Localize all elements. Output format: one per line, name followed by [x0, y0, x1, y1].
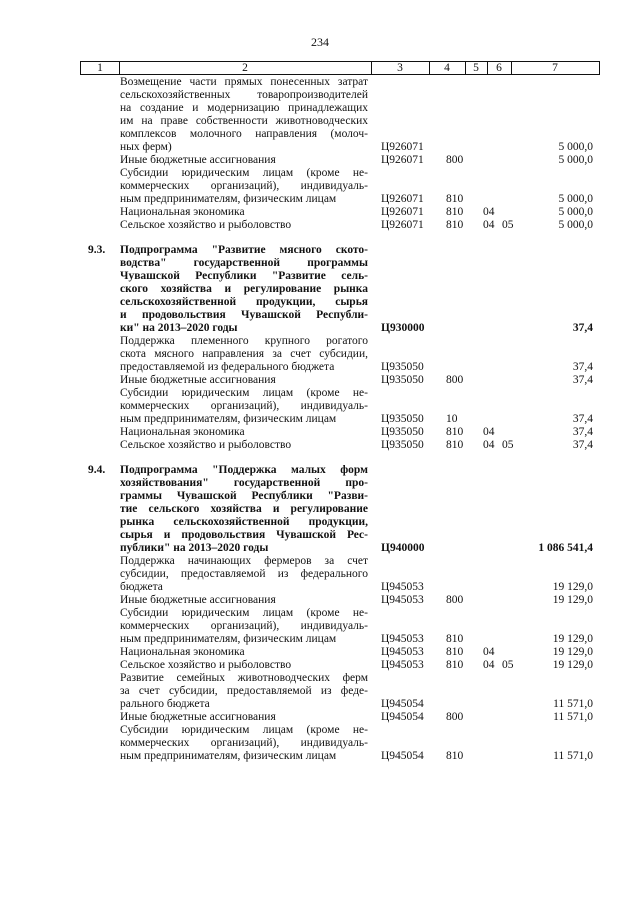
description-line: рального бюджета — [120, 698, 210, 710]
row-description — [120, 594, 368, 607]
description-line: Сельское хозяйство и рыболовство — [120, 659, 292, 671]
description-line: ным предпринимателям, физическим лицам — [120, 750, 337, 762]
row-description — [120, 374, 368, 387]
expense-type: 810 — [446, 219, 464, 231]
row-description — [120, 335, 368, 374]
amount: 5 000,0 — [558, 206, 593, 218]
section-code: 04 — [483, 439, 495, 451]
expense-type: 810 — [446, 426, 464, 438]
description-line: им на праве собственности животноводческих — [120, 115, 368, 127]
description-line: субсидии, предоставляемой из федерального — [120, 568, 368, 580]
target-code: Ц935050 — [381, 426, 424, 438]
description-line: Национальная экономика — [120, 426, 245, 438]
description-line: ных ферм) — [120, 141, 172, 153]
header-col-3: 3 — [397, 62, 403, 74]
description-line: Иные бюджетные ассигнования — [120, 154, 276, 166]
amount: 5 000,0 — [558, 193, 593, 205]
description-line: тие сельского хозяйства и регулирование — [120, 503, 368, 515]
amount: 19 129,0 — [552, 646, 593, 658]
description-line: Иные бюджетные ассигнования — [120, 374, 276, 386]
description-line: Сельское хозяйство и рыболовство — [120, 439, 292, 451]
description-line: Подпрограмма "Развитие мясного ското- — [120, 244, 368, 256]
header-col-6: 6 — [496, 62, 502, 74]
target-code: Ц935050 — [381, 361, 424, 373]
description-line: Субсидии юридическим лицам (кроме не- — [120, 167, 368, 179]
subsection-code: 05 — [502, 439, 514, 451]
amount: 37,4 — [572, 361, 593, 373]
amount: 19 129,0 — [552, 633, 593, 645]
description-line: граммы Чувашской Республики "Разви- — [120, 490, 368, 502]
target-code: Ц945053 — [381, 633, 424, 645]
expense-type: 800 — [446, 594, 464, 606]
expense-type: 800 — [446, 374, 464, 386]
section-code: 04 — [483, 646, 495, 658]
section-row — [0, 244, 640, 335]
row-description — [120, 464, 368, 555]
description-line: Национальная экономика — [120, 646, 245, 658]
amount: 11 571,0 — [553, 698, 593, 710]
section-row — [0, 464, 640, 555]
description-line: Иные бюджетные ассигнования — [120, 711, 276, 723]
description-line: ным предпринимателям, физическим лицам — [120, 193, 337, 205]
page-number: 234 — [311, 35, 329, 49]
subsection-code: 05 — [502, 659, 514, 671]
row-description — [120, 555, 368, 594]
amount: 19 129,0 — [552, 659, 593, 671]
row-description — [120, 426, 368, 439]
target-code: Ц945054 — [381, 750, 424, 762]
row-description — [120, 672, 368, 711]
table-row — [0, 426, 640, 439]
target-code: Ц930000 — [381, 322, 425, 334]
section-number: 9.4. — [88, 464, 106, 476]
description-line: ным предпринимателям, физическим лицам — [120, 633, 337, 645]
row-description — [120, 659, 368, 672]
target-code: Ц945053 — [381, 594, 424, 606]
target-code: Ц945053 — [381, 646, 424, 658]
description-line: Возмещение части прямых понесенных затрат — [120, 76, 368, 88]
row-description — [120, 167, 368, 206]
expense-type: 10 — [446, 413, 458, 425]
header-col-4: 4 — [444, 62, 450, 74]
description-line: Подпрограмма "Поддержка малых форм — [120, 464, 368, 476]
description-line: коммерческих организаций), индивидуаль- — [120, 620, 368, 632]
description-line: Чувашской Республики "Развитие сель- — [120, 270, 368, 282]
description-line: коммерческих организаций), индивидуаль- — [120, 737, 368, 749]
expense-type: 810 — [446, 750, 464, 762]
target-code: Ц945053 — [381, 659, 424, 671]
description-line: бюджета — [120, 581, 163, 593]
amount: 37,4 — [572, 322, 593, 334]
target-code: Ц935050 — [381, 374, 424, 386]
table-row — [0, 711, 640, 724]
description-line: Развитие семейных животноводческих ферм — [120, 672, 368, 684]
description-line: на создание и модернизацию принадлежащих — [120, 102, 368, 114]
row-description — [120, 646, 368, 659]
description-line: ки" на 2013–2020 годы — [120, 322, 238, 334]
expense-type: 810 — [446, 193, 464, 205]
row-description — [120, 76, 368, 154]
description-line: комплексов молочного направления (молоч- — [120, 128, 368, 140]
target-code: Ц926071 — [381, 154, 424, 166]
description-line: ным предпринимателям, физическим лицам — [120, 413, 337, 425]
target-code: Ц926071 — [381, 193, 424, 205]
expense-type: 810 — [446, 439, 464, 451]
section-code: 04 — [483, 426, 495, 438]
target-code: Ц926071 — [381, 206, 424, 218]
description-line: водства" государственной программы — [120, 257, 368, 269]
amount: 37,4 — [572, 374, 593, 386]
section-code: 04 — [483, 206, 495, 218]
table-header — [80, 61, 600, 75]
amount: 11 571,0 — [553, 711, 593, 723]
description-line: коммерческих организаций), индивидуаль- — [120, 180, 368, 192]
description-line: Поддержка начинающих фермеров за счет — [120, 555, 368, 567]
table-row — [0, 672, 640, 711]
description-line: и продовольствия Чувашской Республи- — [120, 309, 368, 321]
header-col-5: 5 — [473, 62, 479, 74]
target-code: Ц945053 — [381, 581, 424, 593]
description-line: сельскохозяйственных товаропроизводителей — [120, 89, 368, 101]
description-line: ского хозяйства и регулирование рынка — [120, 283, 368, 295]
table-row — [0, 646, 640, 659]
target-code: Ц945054 — [381, 711, 424, 723]
description-line: сырья и продовольствия Чувашской Рес- — [120, 529, 368, 541]
description-line: рынка сельскохозяйственной продукции, — [120, 516, 368, 528]
table-body — [0, 76, 640, 763]
table-row — [0, 387, 640, 426]
table-row — [0, 724, 640, 763]
row-description — [120, 724, 368, 763]
expense-type: 800 — [446, 154, 464, 166]
description-line: Национальная экономика — [120, 206, 245, 218]
description-line: Иные бюджетные ассигнования — [120, 594, 276, 606]
amount: 19 129,0 — [552, 581, 593, 593]
amount: 5 000,0 — [558, 219, 593, 231]
description-line: Субсидии юридическим лицам (кроме не- — [120, 607, 368, 619]
target-code: Ц945054 — [381, 698, 424, 710]
description-line: Субсидии юридическим лицам (кроме не- — [120, 724, 368, 736]
amount: 1 086 541,4 — [538, 542, 593, 554]
table-row — [0, 76, 640, 154]
table-row — [0, 167, 640, 206]
table-row — [0, 555, 640, 594]
table-row — [0, 219, 640, 232]
row-description — [120, 439, 368, 452]
description-line: предоставляемой из федерального бюджета — [120, 361, 335, 373]
row-description — [120, 154, 368, 167]
table-row — [0, 154, 640, 167]
row-description — [120, 219, 368, 232]
description-line: Поддержка племенного крупного рогатого — [120, 335, 368, 347]
expense-type: 810 — [446, 633, 464, 645]
table-row — [0, 607, 640, 646]
description-line: публики" на 2013–2020 годы — [120, 542, 269, 554]
description-line: хозяйствования" государственной про- — [120, 477, 368, 489]
row-description — [120, 711, 368, 724]
description-line: Сельское хозяйство и рыболовство — [120, 219, 292, 231]
table-row — [0, 659, 640, 672]
target-code: Ц935050 — [381, 413, 424, 425]
target-code: Ц940000 — [381, 542, 425, 554]
description-line: скота мясного направления за счет субсидии, — [120, 348, 368, 360]
expense-type: 800 — [446, 711, 464, 723]
description-line: за счет субсидии, предоставляемой из феде- — [120, 685, 368, 697]
amount: 11 571,0 — [553, 750, 593, 762]
row-description — [120, 244, 368, 335]
target-code: Ц926071 — [381, 141, 424, 153]
header-col-1: 1 — [97, 62, 103, 74]
expense-type: 810 — [446, 659, 464, 671]
table-row — [0, 335, 640, 374]
section-code: 04 — [483, 659, 495, 671]
amount: 5 000,0 — [558, 141, 593, 153]
row-description — [120, 387, 368, 426]
table-row — [0, 594, 640, 607]
table-row — [0, 374, 640, 387]
section-number: 9.3. — [88, 244, 106, 256]
table-row — [0, 206, 640, 219]
description-line: Субсидии юридическим лицам (кроме не- — [120, 387, 368, 399]
section-code: 04 — [483, 219, 495, 231]
target-code: Ц935050 — [381, 439, 424, 451]
amount: 19 129,0 — [552, 594, 593, 606]
amount: 37,4 — [572, 439, 593, 451]
header-col-7: 7 — [552, 62, 558, 74]
expense-type: 810 — [446, 206, 464, 218]
header-col-2: 2 — [242, 62, 248, 74]
description-line: сельскохозяйственной продукции, сырья — [120, 296, 368, 308]
subsection-code: 05 — [502, 219, 514, 231]
row-description — [120, 206, 368, 219]
row-description — [120, 607, 368, 646]
table-row — [0, 439, 640, 452]
amount: 5 000,0 — [558, 154, 593, 166]
expense-type: 810 — [446, 646, 464, 658]
description-line: коммерческих организаций), индивидуаль- — [120, 400, 368, 412]
amount: 37,4 — [572, 426, 593, 438]
target-code: Ц926071 — [381, 219, 424, 231]
amount: 37,4 — [572, 413, 593, 425]
